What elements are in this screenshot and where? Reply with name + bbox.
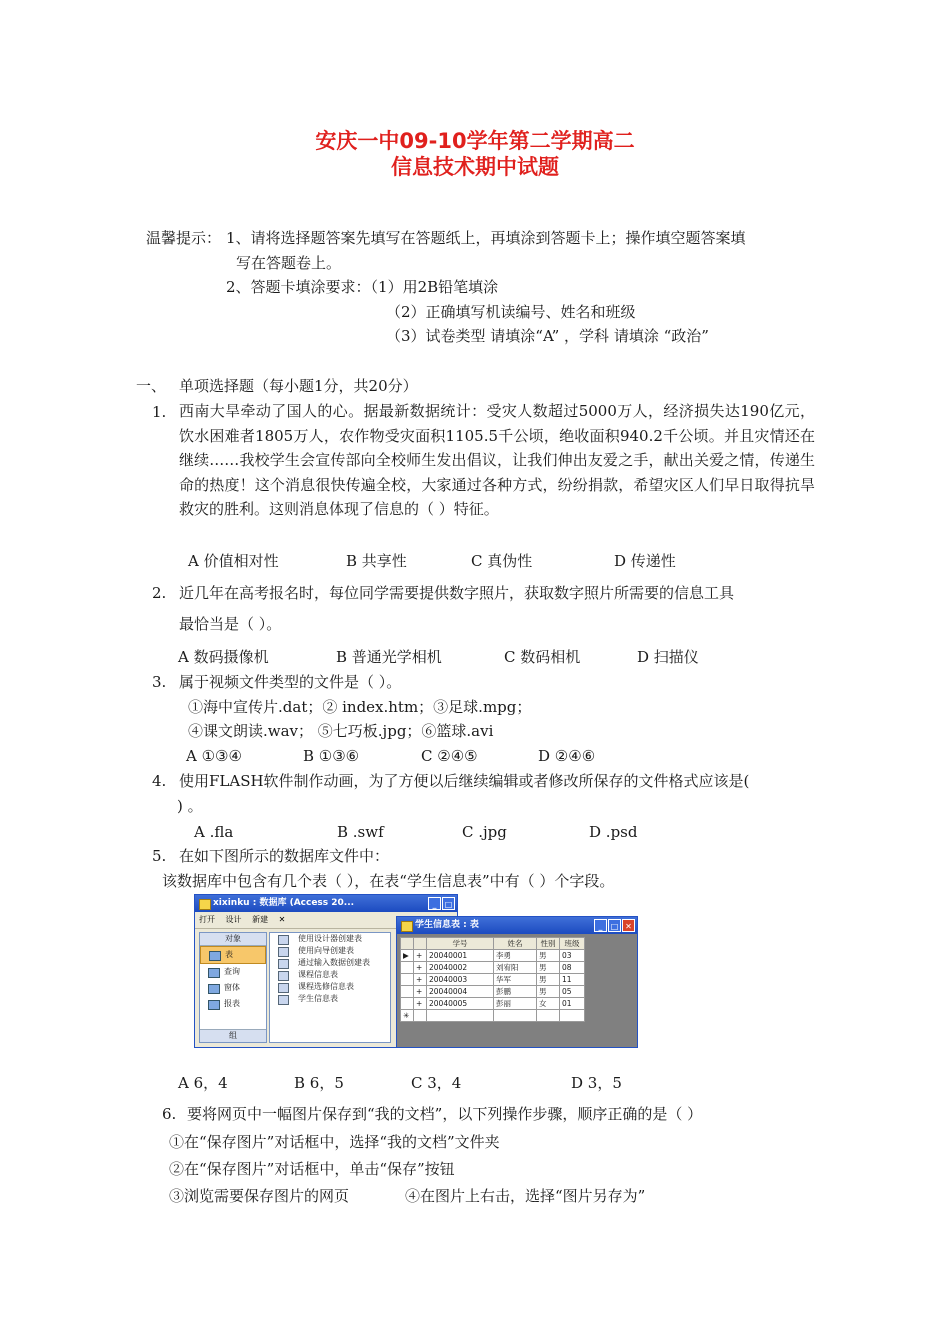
- close-button[interactable]: ✕: [622, 919, 635, 932]
- q5-option-c: C 3，4: [411, 1074, 462, 1092]
- object-tables[interactable]: 表: [200, 946, 266, 964]
- q4-line2: ) 。: [177, 797, 203, 815]
- q1-option-d: D 传递性: [614, 552, 676, 570]
- access-app-icon: [199, 899, 211, 910]
- column-header[interactable]: 班级: [560, 938, 585, 950]
- q4-option-a: A .fla: [194, 823, 234, 841]
- exam-title-line1: 安庆一中09-10学年第二学期高二: [315, 129, 635, 153]
- maximize-button[interactable]: □: [608, 919, 621, 932]
- section-heading: 单项选择题（每小题1分，共20分）: [179, 377, 418, 395]
- q4-option-d: D .psd: [589, 823, 638, 841]
- q6-number: 6.: [162, 1105, 177, 1123]
- expand-icon[interactable]: +: [414, 974, 427, 986]
- q6-step2: ②在“保存图片”对话框中，单击“保存”按钮: [169, 1160, 455, 1178]
- expand-icon[interactable]: +: [414, 986, 427, 998]
- notice-label: 温馨提示：: [146, 229, 222, 247]
- db-window-title: xixinku : 数据库 (Access 20...: [213, 898, 355, 908]
- form-icon: [208, 984, 220, 994]
- new-record-icon: ✳: [401, 1010, 414, 1022]
- table-window-titlebar: [397, 917, 637, 934]
- groups-footer[interactable]: 组: [200, 1029, 266, 1042]
- q1-option-a: A 价值相对性: [188, 552, 279, 570]
- delete-icon[interactable]: ✕: [278, 915, 286, 924]
- notice-item1b: 写在答题卷上。: [236, 254, 342, 272]
- q3-files1: ①海中宣传片.dat；② index.htm；③足球.mpg；: [188, 698, 532, 716]
- q5-option-b: B 6，5: [294, 1074, 344, 1092]
- q3-option-d: D ②④⑥: [538, 747, 596, 765]
- q1-option-c: C 真伪性: [471, 552, 533, 570]
- notice-item1a: 1、请将选择题答案先填写在答题纸上，再填涂到答题卡上；操作填空题答案填: [226, 229, 746, 247]
- object-reports[interactable]: 报表: [200, 996, 266, 1012]
- datasheet-area: [397, 934, 637, 1047]
- table-list-panel: [269, 932, 391, 1043]
- table-row[interactable]: ▶ + 20040001 李勇 男 03: [401, 950, 585, 962]
- db-window-titlebar: [195, 895, 457, 912]
- notice-item2: 2、答题卡填涂要求：（1）用2B铅笔填涂: [226, 278, 499, 296]
- q1-number: 1.: [152, 403, 167, 421]
- table-row[interactable]: + 20040004 彭鹏 男 05: [401, 986, 585, 998]
- q2-number: 2.: [152, 584, 167, 602]
- q6-step3: ③浏览需要保存图片的网页: [169, 1187, 350, 1205]
- q6-step1: ①在“保存图片”对话框中，选择“我的文档”文件夹: [169, 1133, 500, 1151]
- minimize-button[interactable]: _: [594, 919, 607, 932]
- list-item[interactable]: 课程信息表: [270, 969, 390, 981]
- toolbar-new-button[interactable]: 新建: [252, 915, 269, 924]
- table-window-title: 学生信息表 : 表: [415, 920, 479, 930]
- table-row[interactable]: + 20040002 刘宥阳 男 08: [401, 962, 585, 974]
- q6-stem: 要将网页中一幅图片保存到“我的文档”，以下列操作步骤，顺序正确的是（ ）: [187, 1105, 703, 1123]
- maximize-button[interactable]: □: [442, 897, 455, 910]
- current-record-indicator: ▶: [401, 950, 414, 962]
- student-table-window: [396, 916, 638, 1048]
- expand-icon[interactable]: +: [414, 962, 427, 974]
- q3-option-a: A ①③④: [186, 747, 242, 765]
- query-icon: [208, 968, 220, 978]
- toolbar-design-button[interactable]: 设计: [225, 915, 242, 924]
- q1-option-b: B 共享性: [346, 552, 407, 570]
- q5-option-d: D 3，5: [571, 1074, 622, 1092]
- objects-panel: [199, 932, 267, 1043]
- list-item[interactable]: 使用向导创建表: [270, 945, 390, 957]
- q3-option-c: C ②④⑤: [421, 747, 478, 765]
- q4-option-c: C .jpg: [462, 823, 507, 841]
- toolbar-open-button[interactable]: 打开: [199, 915, 215, 924]
- minimize-button[interactable]: _: [428, 897, 441, 910]
- object-forms[interactable]: 窗体: [200, 980, 266, 996]
- q2-option-b: B 普通光学相机: [336, 648, 442, 666]
- q2-option-c: C 数码相机: [504, 648, 581, 666]
- q5-line2: 该数据库中包含有几个表（ ），在表“学生信息表”中有（ ）个字段。: [162, 872, 615, 890]
- q3-files2: ④课文朗读.wav； ⑤七巧板.jpg；⑥篮球.avi: [188, 722, 494, 740]
- table-icon: [278, 995, 289, 1005]
- exam-title-line2: 信息技术期中试题: [391, 155, 559, 179]
- list-item[interactable]: 使用设计器创建表: [270, 933, 390, 945]
- q4-option-b: B .swf: [337, 823, 384, 841]
- expand-icon[interactable]: +: [414, 950, 427, 962]
- q2-line1: 近几年在高考报名时，每位同学需要提供数字照片，获取数字照片所需要的信息工具: [179, 584, 735, 602]
- q6-step4: ④在图片上右击，选择“图片另存为”: [405, 1187, 646, 1205]
- notice-item2c: （3）试卷类型 请填涂“A” ，学科 请填涂 “政治”: [386, 327, 709, 345]
- object-queries[interactable]: 查询: [200, 964, 266, 980]
- q2-line2: 最恰当是（ ）。: [179, 615, 282, 633]
- new-record-row[interactable]: [401, 1010, 585, 1022]
- q5-stem: 在如下图所示的数据库文件中：: [179, 847, 390, 865]
- section-number: 一、: [136, 377, 167, 395]
- table-icon: [209, 951, 221, 961]
- q2-option-a: A 数码摄像机: [178, 648, 269, 666]
- table-icon: [278, 971, 289, 981]
- expand-icon[interactable]: +: [414, 998, 427, 1010]
- table-row[interactable]: + 20040005 彭丽 女 01: [401, 998, 585, 1010]
- list-item[interactable]: 通过输入数据创建表: [270, 957, 390, 969]
- objects-header: 对象: [200, 933, 266, 946]
- q3-number: 3.: [152, 673, 167, 691]
- datasheet-grid: [400, 937, 585, 1022]
- q4-number: 4.: [152, 772, 167, 790]
- q3-stem: 属于视频文件类型的文件是（ ）。: [179, 673, 402, 691]
- list-item[interactable]: 学生信息表: [270, 993, 390, 1005]
- list-item[interactable]: 课程选修信息表: [270, 981, 390, 993]
- table-row[interactable]: + 20040003 华军 男 11: [401, 974, 585, 986]
- wizard-icon: [278, 935, 289, 945]
- q5-option-a: A 6，4: [178, 1074, 228, 1092]
- column-header[interactable]: 性别: [537, 938, 560, 950]
- q1-text: 西南大旱牵动了国人的心。据最新数据统计：受灾人数超过5000万人，经济损失达190亿元，饮水困难者1805万人，农作物受灾面积1105.5千公顷，绝收面积940.2千公顷。并且灾情还在继续……我校学生会宣传部向全校师生发出倡议，让我们伸出友爱之手，献出关爱之情，传递生命的热度！这个消息很快传遍全校，大家通过各种方式，纷纷捐款，希望灾区人们早日取得抗旱救灾的胜利。这则消息体现了信息的（ ）特征。: [179, 402, 815, 518]
- table-icon: [278, 983, 289, 993]
- q2-option-d: D 扫描仪: [637, 648, 699, 666]
- table-icon: [401, 921, 413, 932]
- notice-item2b: （2）正确填写机读编号、姓名和班级: [386, 303, 636, 321]
- wizard-icon: [278, 959, 289, 969]
- column-header[interactable]: 姓名: [494, 938, 537, 950]
- q5-number: 5.: [152, 847, 167, 865]
- q4-line1: 使用FLASH软件制作动画，为了方便以后继续编辑或者修改所保存的文件格式应该是(: [179, 772, 750, 790]
- q3-option-b: B ①③⑥: [303, 747, 360, 765]
- column-header[interactable]: 学号: [427, 938, 494, 950]
- wizard-icon: [278, 947, 289, 957]
- report-icon: [208, 1000, 220, 1010]
